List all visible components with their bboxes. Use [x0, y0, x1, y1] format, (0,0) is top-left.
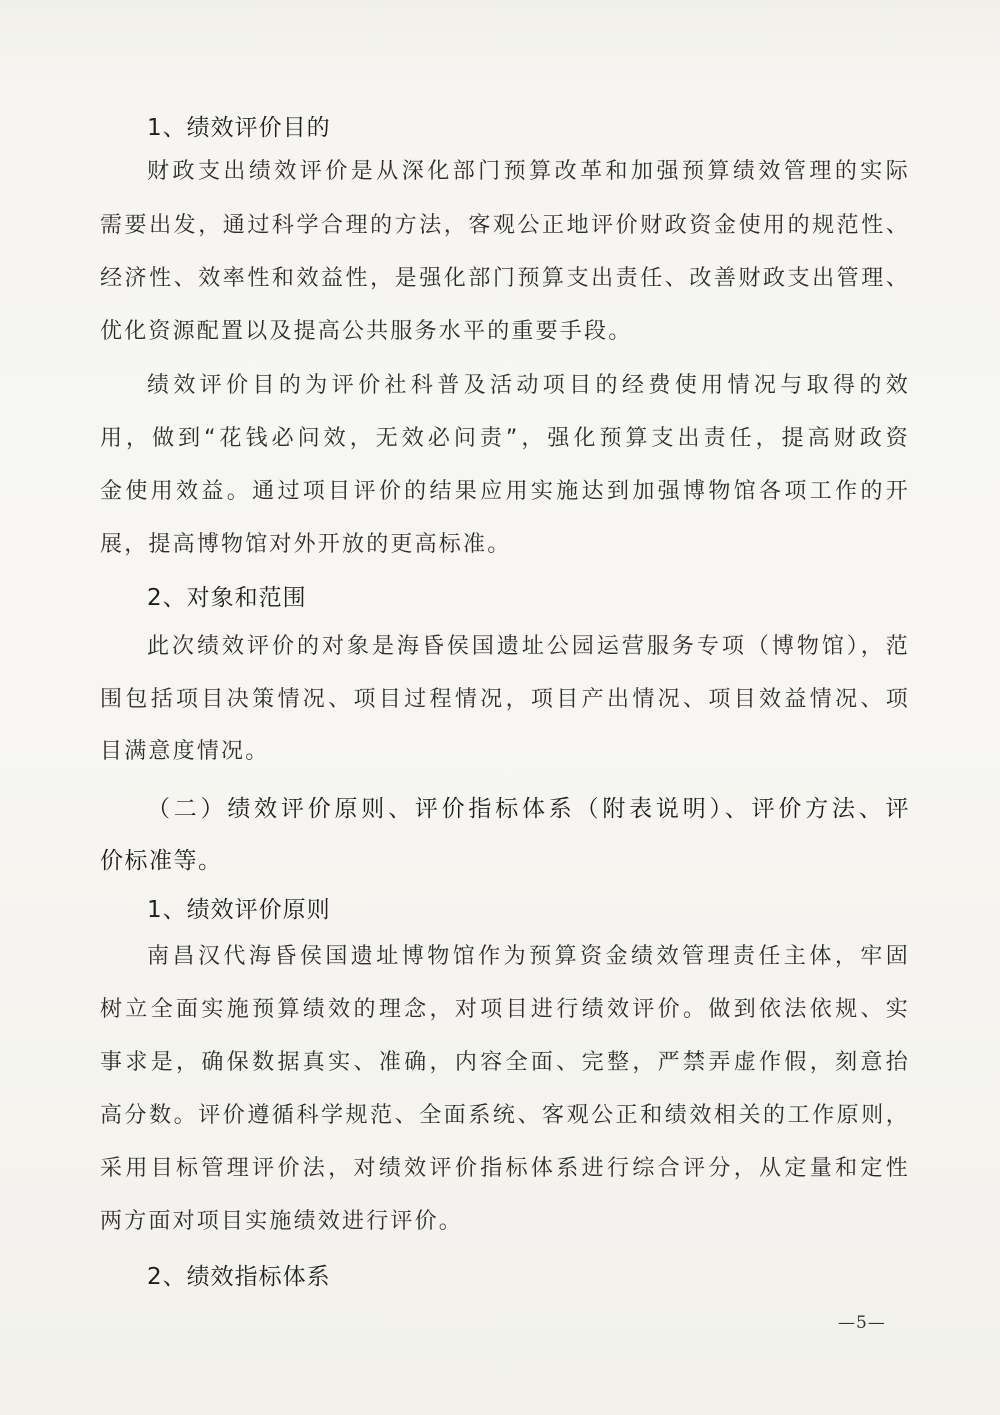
paragraph-line: 此次绩效评价的对象是海昏侯国遗址公园运营服务专项（博物馆），范 [147, 634, 910, 659]
heading-indicator-system: 2、绩效指标体系 [147, 1264, 331, 1290]
paragraph-line: 南昌汉代海昏侯国遗址博物馆作为预算资金绩效管理责任主体，牢固 [147, 944, 910, 969]
section-heading-principles-cont: 价标准等。 [100, 848, 223, 874]
paragraph-line: 金使用效益。通过项目评价的结果应用实施达到加强博物馆各项工作的开 [100, 479, 910, 504]
paragraph-line: 两方面对项目实施绩效进行评价。 [100, 1209, 464, 1234]
paragraph-line: 展，提高博物馆对外开放的更高标准。 [100, 532, 512, 557]
paragraph-line: 树立全面实施预算绩效的理念，对项目进行绩效评价。做到依法依规、实 [100, 997, 910, 1022]
paragraph-line: 优化资源配置以及提高公共服务水平的重要手段。 [100, 319, 633, 344]
paragraph-line: 目满意度情况。 [100, 739, 270, 764]
heading-purpose: 1、绩效评价目的 [147, 115, 331, 141]
paragraph-line: 财政支出绩效评价是从深化部门预算改革和加强预算绩效管理的实际 [147, 159, 910, 184]
paragraph-line: 事求是，确保数据真实、准确，内容全面、完整，严禁弄虚作假，刻意抬 [100, 1050, 910, 1075]
paragraph-line: 采用目标管理评价法，对绩效评价指标体系进行综合评分，从定量和定性 [100, 1156, 910, 1181]
paragraph-line: 围包括项目决策情况、项目过程情况，项目产出情况、项目效益情况、项 [100, 687, 910, 712]
paragraph-line: 绩效评价目的为评价社科普及活动项目的经费使用情况与取得的效 [147, 373, 910, 398]
heading-scope: 2、对象和范围 [147, 585, 307, 611]
paragraph-line: 需要出发，通过科学合理的方法，客观公正地评价财政资金使用的规范性、 [100, 213, 910, 238]
paragraph-line: 经济性、效率性和效益性，是强化部门预算支出责任、改善财政支出管理、 [100, 266, 910, 291]
paragraph-line: 高分数。评价遵循科学规范、全面系统、客观公正和绩效相关的工作原则， [100, 1103, 910, 1128]
heading-principles: 1、绩效评价原则 [147, 897, 331, 923]
paragraph-line: 用，做到“花钱必问效，无效必问责”，强化预算支出责任，提高财政资 [100, 426, 910, 451]
section-heading-principles: （二）绩效评价原则、评价指标体系（附表说明）、评价方法、评 [147, 796, 910, 822]
page-number: —5— [838, 1313, 886, 1333]
